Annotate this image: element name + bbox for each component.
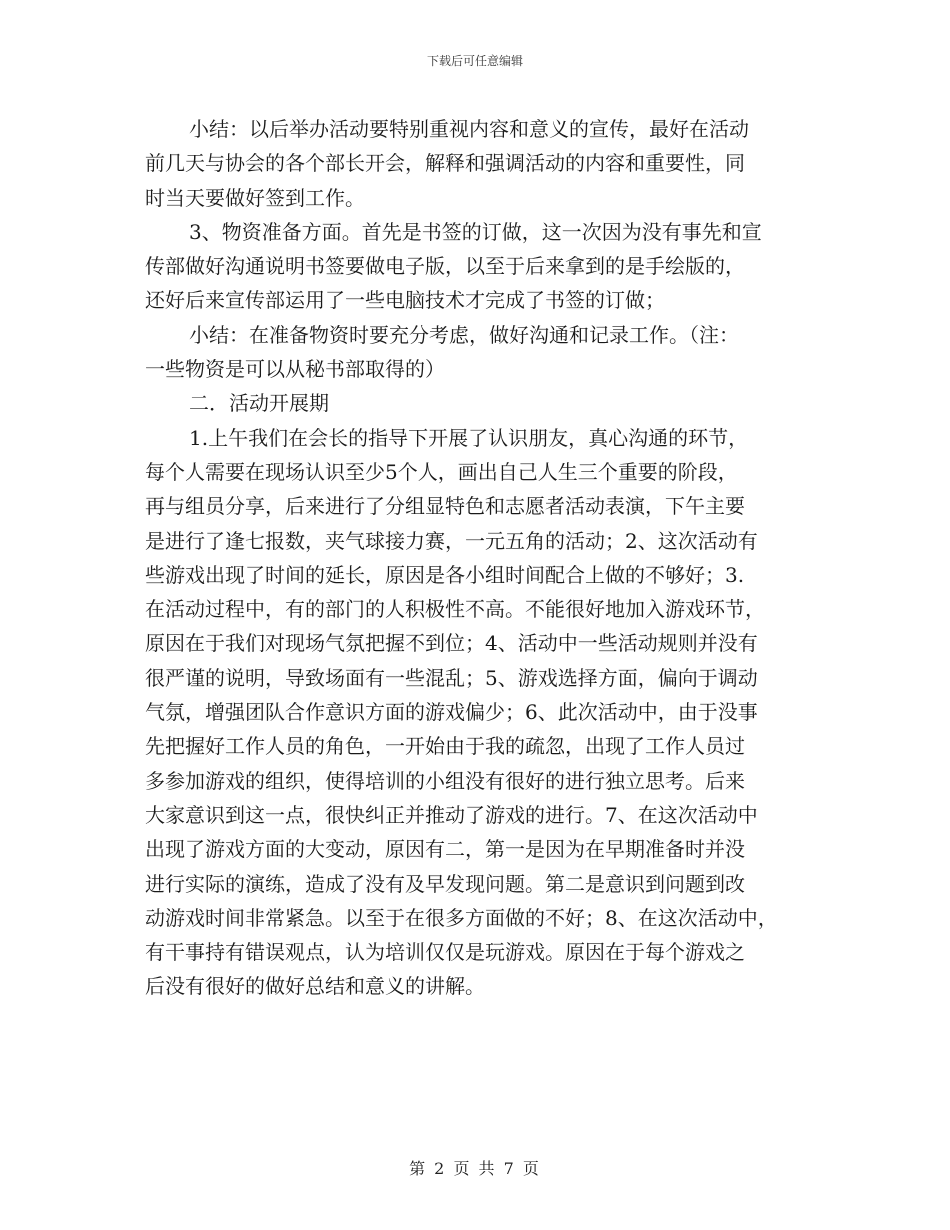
text-line: 原因在于我们对现场气氛把握不到位；4、活动中一些活动规则并没有 [145,631,758,656]
text-line: 1.上午我们在会长的指导下开展了认识朋友，真心沟通的环节， [189,425,749,450]
page-header: 下载后可任意编辑 [426,54,523,68]
text-line: 是进行了逢七报数，夹气球接力赛，一元五角的活动；2、这次活动有 [145,528,758,553]
text-line: 出现了游戏方面的大变动，原因有二，第一是因为在早期准备时并没 [145,837,745,862]
text-line: 多参加游戏的组织，使得培训的小组没有很好的进行独立思考。后来 [145,768,745,793]
text-line: 有干事持有错误观点，认为培训仅仅是玩游戏。原因在于每个游戏之 [145,940,745,965]
text-line: 传部做好沟通说明书签要做电子版，以至于后来拿到的是手绘版的， [145,254,745,279]
page-footer: 第 2 页 共 7 页 [409,1159,541,1178]
text-line: 还好后来宣传部运用了一些电脑技术才完成了书签的订做； [145,288,665,313]
text-line: 后没有很好的做好总结和意义的讲解。 [145,974,485,999]
text-line: 再与组员分享，后来进行了分组显特色和志愿者活动表演，下午主要 [145,494,745,519]
text-line: 二．活动开展期 [189,391,329,416]
text-line: 气氛，增强团队合作意识方面的游戏偏少；6、此次活动中，由于没事 [145,700,758,725]
text-line: 先把握好工作人员的角色，一开始由于我的疏忽，出现了工作人员过 [145,734,745,759]
document-body [145,112,815,1004]
text-line: 进行实际的演练，造成了没有及早发现问题。第二是意识到问题到改 [145,871,745,896]
text-line: 些游戏出现了时间的延长，原因是各小组时间配合上做的不够好；3. [145,562,745,587]
text-line: 每个人需要在现场认识至少5个人，画出自己人生三个重要的阶段， [145,459,738,484]
text-line: 小结：在准备物资时要充分考虑，做好沟通和记录工作。（注： [189,322,739,347]
text-line: 3、物资准备方面。首先是书签的订做，这一次因为没有事先和宣 [189,219,762,244]
text-line: 时当天要做好签到工作。 [145,185,365,210]
text-line: 大家意识到这一点，很快纠正并推动了游戏的进行。7、在这次活动中 [145,802,758,827]
text-line: 一些物资是可以从秘书部取得的） [145,357,445,382]
text-line: 动游戏时间非常紧急。以至于在很多方面做的不好；8、在这次活动中， [145,905,778,930]
text-line: 小结：以后举办活动要特别重视内容和意义的宣传，最好在活动 [189,117,749,141]
text-line: 很严谨的说明，导致场面有一些混乱；5、游戏选择方面，偏向于调动 [145,665,758,690]
text-line: 前几天与协会的各个部长开会，解释和强调活动的内容和重要性，同 [145,151,745,176]
text-line: 在活动过程中，有的部门的人积极性不高。不能很好地加入游戏环节， [145,597,765,622]
